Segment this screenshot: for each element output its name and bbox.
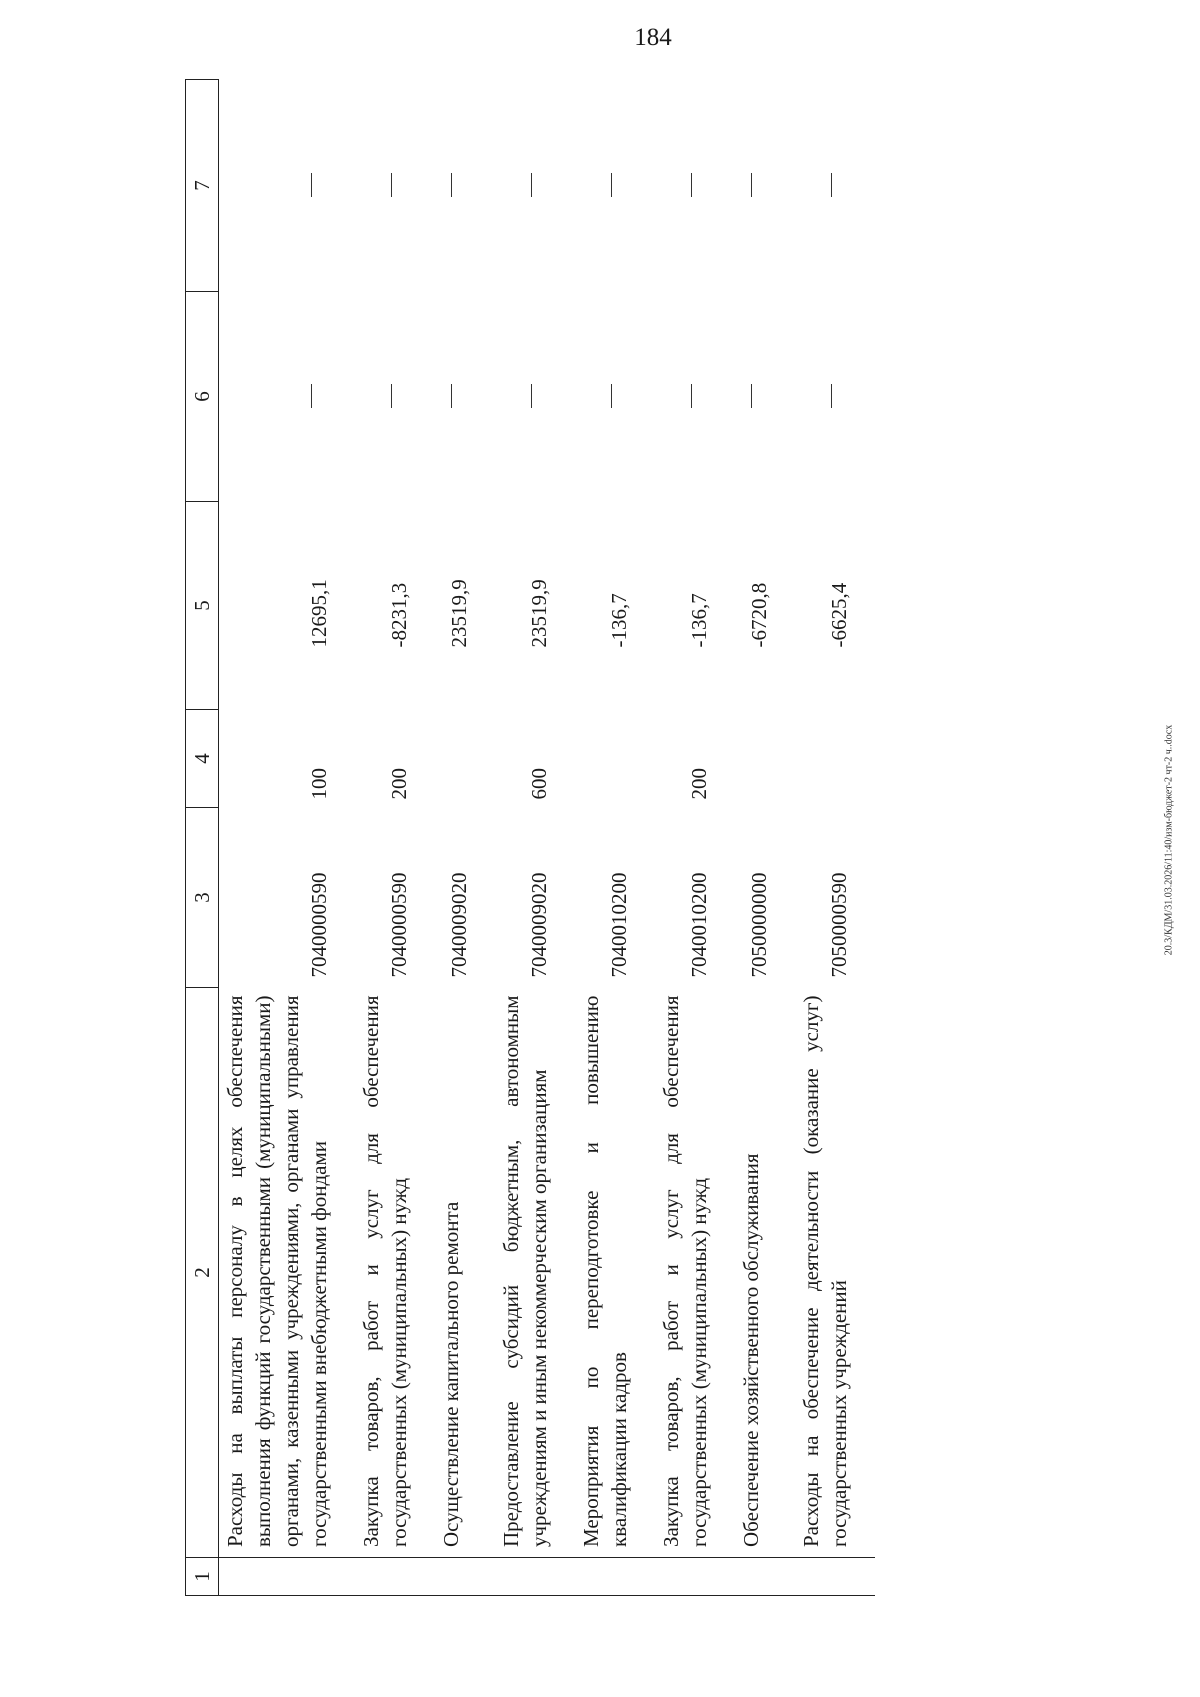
col7-dash-cell [575,80,633,292]
table-row [435,80,473,1596]
row-number-cell [219,1558,334,1596]
header-col-1: 1 [186,1558,219,1596]
row-number-cell [735,1558,773,1596]
col6-dash-cell [735,292,773,502]
dash-mark [451,174,452,198]
dash-mark [311,385,312,409]
amount-cell: 23519,9 [447,579,471,648]
col7-dash-cell [219,80,334,292]
row-number-cell [435,1558,473,1596]
dash-mark [831,174,832,198]
row-number-cell [655,1558,713,1596]
expense-name-cell: Расходы на выплаты персоналу в целях обеспечения выполнения функций государственными (муниципальными) органами, казенными учреждениями, органами управления государственными внебюджетными фондами [223,995,331,1547]
table-row [219,80,334,1596]
dash-mark [391,385,392,409]
col6-dash-cell [795,292,853,502]
target-code-cell: 7040009020 [447,872,471,978]
target-code-cell: 7050000590 [827,872,851,978]
col6-dash-cell [435,292,473,502]
amount-cell: -136,7 [687,593,711,648]
amount-cell: -8231,3 [387,582,411,648]
table-row [795,80,853,1596]
dash-mark [611,385,612,409]
amount-cell: 23519,9 [527,579,551,648]
col6-dash-cell [355,292,413,502]
row-number-cell [795,1558,853,1596]
dash-mark [831,385,832,409]
header-row [186,80,219,1596]
dash-mark [611,174,612,198]
col6-dash-cell [495,292,553,502]
document-footer-tag [1163,560,1175,1120]
target-code-cell: 7050000000 [747,872,771,978]
col7-dash-cell [795,80,853,292]
expense-type-cell: 200 [387,768,411,800]
table-row [735,80,773,1596]
col6-dash-cell [655,292,713,502]
row-spacer [553,80,575,1596]
dash-mark [691,174,692,198]
row-number-cell [575,1558,633,1596]
rotated-table-container [185,80,1000,1596]
expense-type-cell [435,710,473,808]
row-spacer [633,80,655,1596]
col7-dash-cell [435,80,473,292]
target-code-cell: 7040010200 [607,872,631,978]
dash-mark [751,174,752,198]
amount-cell: -6720,8 [747,582,771,648]
expense-type-cell: 100 [307,768,331,800]
table-row [575,80,633,1596]
header-col-2: 2 [186,988,219,1558]
row-spacer [853,80,875,1596]
row-spacer [473,80,495,1596]
expense-name-cell: Обеспечение хозяйственного обслуживания [739,1153,763,1547]
row-spacer [333,80,355,1596]
col7-dash-cell [355,80,413,292]
row-spacer [413,80,435,1596]
target-code-cell: 7040009020 [527,872,551,978]
target-code-cell: 7040000590 [387,872,411,978]
dash-mark [531,385,532,409]
expense-type-cell: 600 [527,768,551,800]
dash-mark [531,174,532,198]
header-col-6: 6 [186,292,219,502]
col6-dash-cell [219,292,334,502]
dash-mark [391,174,392,198]
col7-dash-cell [655,80,713,292]
table-row [355,80,413,1596]
row-number-cell [355,1558,413,1596]
col7-dash-cell [735,80,773,292]
expense-type-cell [575,710,633,808]
table-row [495,80,553,1596]
dash-mark [451,385,452,409]
expense-name-cell: Осуществление капитального ремонта [439,1201,463,1547]
header-col-4: 4 [186,710,219,808]
col6-dash-cell [575,292,633,502]
expense-type-cell [735,710,773,808]
expense-name-cell: Мероприятия по переподготовке и повышению квалификации кадров [579,995,631,1547]
amount-cell: -136,7 [607,593,631,648]
header-col-5: 5 [186,502,219,710]
table-row [655,80,713,1596]
footer-tag-text: 20.3/КДМ/31.03.2026/11:40/изм-бюджет-2 чт-2 ч..docx [1163,724,1175,956]
row-spacer [773,80,795,1596]
row-spacer [713,80,735,1596]
amount-cell: 12695,1 [307,579,331,648]
budget-table [185,79,875,1596]
dash-mark [311,174,312,198]
dash-mark [691,385,692,409]
col7-dash-cell [495,80,553,292]
header-col-7: 7 [186,80,219,292]
expense-name-cell: Закупка товаров, работ и услуг для обеспечения государственных (муниципальных) нужд [659,995,711,1547]
amount-cell: -6625,4 [827,582,851,648]
header-col-3: 3 [186,808,219,988]
dash-mark [751,385,752,409]
expense-name-cell: Закупка товаров, работ и услуг для обеспечения государственных (муниципальных) нужд [359,995,411,1547]
expense-name-cell: Предоставление субсидий бюджетным, автономным учреждениям и иным некоммерческим организациям [499,995,551,1547]
target-code-cell: 7040000590 [307,872,331,978]
row-number-cell [495,1558,553,1596]
expense-type-cell: 200 [687,768,711,800]
target-code-cell: 7040010200 [687,872,711,978]
page-number: 184 [634,24,672,51]
expense-type-cell [795,710,853,808]
expense-name-cell: Расходы на обеспечение деятельности (оказание услуг) государственных учреждений [799,995,851,1547]
